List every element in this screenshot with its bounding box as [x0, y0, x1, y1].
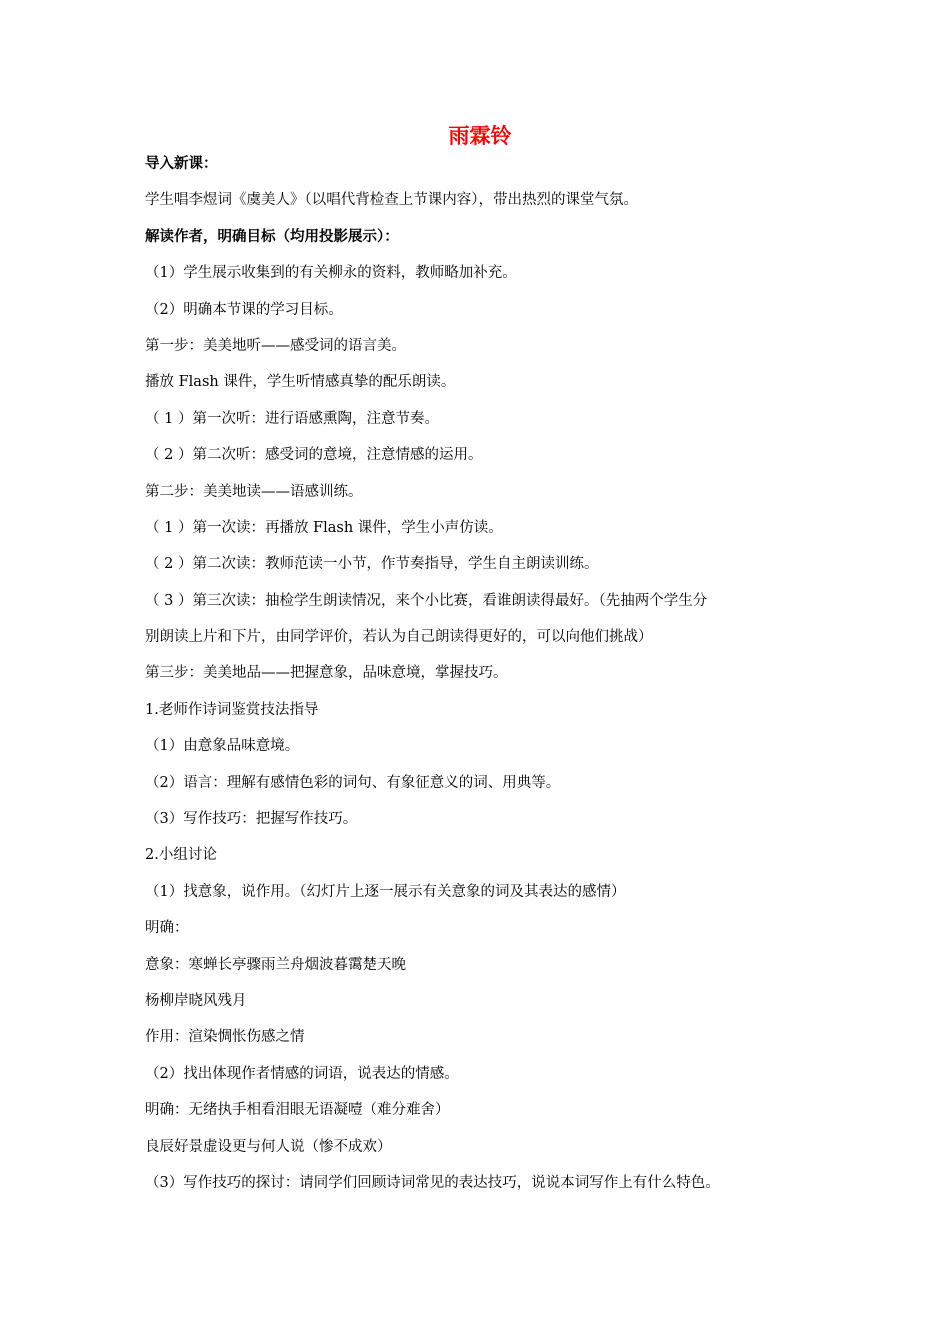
document-line: 导入新课：: [145, 155, 218, 172]
document-line: 意象：寒蝉长亭骤雨兰舟烟波暮霭楚天晚: [145, 956, 406, 973]
document-line: 第二步：美美地读——语感训练。: [145, 483, 363, 500]
document-line: （3）写作技巧的探讨：请同学们回顾诗词常见的表达技巧，说说本词写作上有什么特色。: [145, 1174, 720, 1191]
document-line: 播放 Flash 课件，学生听情感真挚的配乐朗读。: [145, 374, 456, 391]
document-line: 第三步：美美地品——把握意象，品味意境，掌握技巧。: [145, 665, 508, 682]
document-line: 杨柳岸晓风残月: [145, 992, 247, 1009]
document-line: （1）由意象品味意境。: [145, 738, 300, 755]
document-line: 第一步：美美地听——感受词的语言美。: [145, 337, 406, 354]
document-line: （ 2 ）第二次听：感受词的意境，注意情感的运用。: [145, 447, 483, 464]
document-line: （ 1 ）第一次听：进行语感熏陶，注意节奏。: [145, 410, 439, 427]
document-line: （2）语言：理解有感情色彩的词句、有象征意义的词、用典等。: [145, 774, 561, 791]
document-line: 解读作者，明确目标（均用投影展示）：: [145, 227, 399, 245]
document-page: [145, 118, 815, 1201]
document-line: （2）找出体现作者情感的词语，说表达的情感。: [145, 1065, 459, 1082]
document-line: 别朗读上片和下片，由同学评价，若认为自己朗读得更好的，可以向他们挑战）: [145, 629, 653, 646]
document-title: 雨霖铃: [448, 123, 512, 148]
document-line: 作用：渲染惆怅伤感之情: [145, 1029, 305, 1046]
document-line: （1）学生展示收集到的有关柳永的资料，教师略加补充。: [145, 265, 517, 282]
document-line: 2.小组讨论: [145, 847, 217, 864]
document-line: （2）明确本节课的学习目标。: [145, 301, 343, 318]
document-line: 良辰好景虚设更与何人说（惨不成欢）: [145, 1138, 392, 1155]
document-line: 1.老师作诗词鉴赏技法指导: [145, 701, 319, 718]
document-line: （1）找意象，说作用。（幻灯片上逐一展示有关意象的词及其表达的感情）: [145, 883, 626, 900]
document-line: （ 1 ）第一次读：再播放 Flash 课件，学生小声仿读。: [145, 519, 503, 536]
document-line: 明确：: [145, 920, 189, 937]
document-line: 学生唱李煜词《虞美人》（以唱代背检查上节课内容），带出热烈的课堂气氛。: [145, 192, 638, 209]
document-line: （3）写作技巧：把握写作技巧。: [145, 811, 358, 828]
document-line: （ 2 ）第二次读：教师范读一小节，作节奏指导，学生自主朗读训练。: [145, 556, 599, 573]
document-line: （ 3 ）第三次读：抽检学生朗读情况，来个小比赛，看谁朗读得最好。（先抽两个学生分: [145, 592, 708, 609]
document-body: [145, 146, 815, 1201]
document-line: 明确：无绪执手相看泪眼无语凝噎（难分难舍）: [145, 1102, 450, 1119]
